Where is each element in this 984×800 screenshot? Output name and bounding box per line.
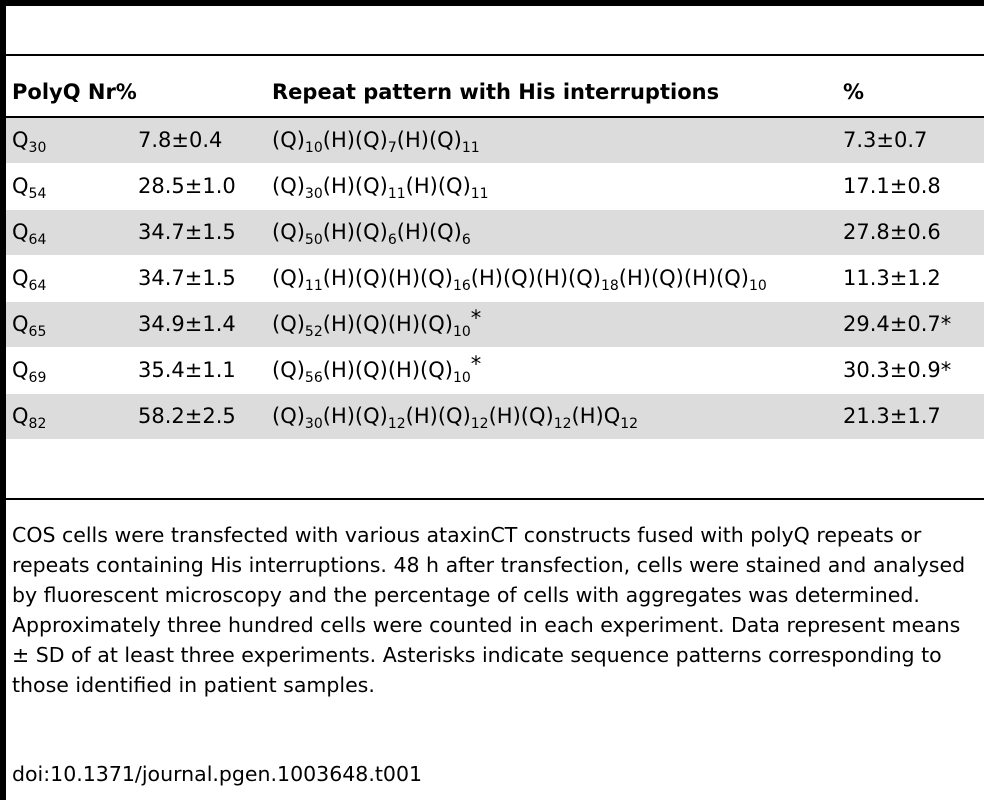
polyq-letter: Q [12,174,29,198]
pattern-subscript: 10 [452,370,471,386]
pattern-segment: (H)(Q) [405,174,471,198]
nr-percent-cell: 34.7±1.5 [138,220,236,244]
pattern-subscript: 11 [304,278,323,294]
pattern-subscript: 12 [620,416,639,432]
pattern-subscript: 10 [452,324,471,340]
pattern-segment: (H)(Q)(H)(Q) [618,266,749,290]
pattern-segment: (H)(Q)(H)(Q) [322,358,453,382]
pattern-segment: (H)(Q) [322,404,388,428]
polyq-cell [12,210,46,255]
pattern-segment: (H)(Q)(H)(Q) [470,266,601,290]
header-pattern: Repeat pattern with His interruptions [272,80,720,104]
doi-line: doi:10.1371/journal.pgen.1003648.t001 [12,762,423,786]
polyq-length: 82 [28,416,47,432]
pattern-segment: (H)(Q) [322,220,388,244]
percent-cell: 21.3±1.7 [843,404,941,428]
pattern-segment: (H)(Q) [396,220,462,244]
nr-percent-cell: 58.2±2.5 [138,404,236,428]
pattern-subscript: 50 [304,232,323,248]
header-top-rule [6,54,984,56]
repeat-pattern-cell [272,256,767,301]
table-row [6,256,984,301]
pattern-segment: * [470,352,482,376]
repeat-pattern-cell [272,348,481,393]
polyq-length: 69 [28,370,47,386]
table-footnote: COS cells were transfected with various ataxinCT constructs fused with polyQ repeats or repeats containing His interruptions. 48 h after transfection, cells were stained and analysed by fluorescent microscopy and the percentage of cells with aggregates was determined. Approximately three hundred cells were counted in each experiment. Data represent means ± SD of at least three experiments. Asterisks indicate sequence patterns corresponding to those identified in patient samples. [12,523,966,697]
repeat-pattern-cell [272,164,489,209]
pattern-segment: (H)(Q) [488,404,554,428]
pattern-segment: (Q) [272,220,305,244]
polyq-length: 30 [28,140,47,156]
pattern-subscript: 10 [304,140,323,156]
pattern-subscript: 30 [304,186,323,202]
pattern-segment: * [470,306,482,330]
pattern-segment: (H)(Q) [396,128,462,152]
percent-cell: 30.3±0.9* [843,358,952,382]
percent-cell: 17.1±0.8 [843,174,941,198]
polyq-cell [12,164,46,209]
pattern-subscript: 16 [452,278,471,294]
polyq-cell [12,348,46,393]
pattern-segment: (Q) [272,128,305,152]
pattern-subscript: 7 [387,140,397,156]
polyq-letter: Q [12,358,29,382]
table-row [6,348,984,393]
polyq-length: 64 [28,232,47,248]
percent-cell: 27.8±0.6 [843,220,941,244]
pattern-subscript: 11 [461,140,480,156]
pattern-segment: (H)(Q) [405,404,471,428]
polyq-cell [12,394,46,439]
nr-percent-cell: 28.5±1.0 [138,174,236,198]
repeat-pattern-cell [272,302,481,347]
repeat-pattern-cell [272,118,480,163]
pattern-subscript: 6 [461,232,471,248]
pattern-segment: (H)(Q) [322,128,388,152]
pattern-subscript: 12 [470,416,489,432]
pattern-segment: (Q) [272,174,305,198]
polyq-cell [12,256,46,301]
pattern-subscript: 10 [748,278,767,294]
percent-cell: 11.3±1.2 [843,266,941,290]
nr-percent-cell: 34.7±1.5 [138,266,236,290]
polyq-length: 54 [28,186,47,202]
table-row [6,394,984,439]
pattern-segment: (Q) [272,266,305,290]
top-rule [0,0,984,6]
repeat-pattern-cell [272,210,471,255]
table-row [6,164,984,209]
polyq-letter: Q [12,220,29,244]
pattern-subscript: 11 [387,186,406,202]
pattern-segment: (H)(Q) [322,174,388,198]
percent-cell: 29.4±0.7* [843,312,952,336]
pattern-subscript: 18 [600,278,619,294]
pattern-subscript: 12 [553,416,572,432]
header-percent: % [843,80,865,104]
repeat-pattern-cell [272,394,638,439]
pattern-segment: (Q) [272,404,305,428]
table-bottom-rule [6,498,984,500]
table-header [6,70,984,114]
polyq-letter: Q [12,404,29,428]
polyq-letter: Q [12,312,29,336]
polyq-cell [12,118,46,163]
pattern-subscript: 56 [304,370,323,386]
polyq-length: 65 [28,324,47,340]
header-polyq: PolyQ Nr% [12,80,137,104]
table-row [6,118,984,163]
pattern-subscript: 6 [387,232,397,248]
pattern-subscript: 30 [304,416,323,432]
percent-cell: 7.3±0.7 [843,128,928,152]
polyq-length: 64 [28,278,47,294]
pattern-subscript: 11 [470,186,489,202]
pattern-subscript: 12 [387,416,406,432]
table-row [6,302,984,347]
nr-percent-cell: 35.4±1.1 [138,358,236,382]
nr-percent-cell: 7.8±0.4 [138,128,223,152]
pattern-segment: (Q) [272,358,305,382]
pattern-segment: (H)(Q)(H)(Q) [322,266,453,290]
pattern-subscript: 52 [304,324,323,340]
pattern-segment: (H)Q [571,404,621,428]
polyq-letter: Q [12,266,29,290]
polyq-letter: Q [12,128,29,152]
nr-percent-cell: 34.9±1.4 [138,312,236,336]
polyq-cell [12,302,46,347]
pattern-segment: (Q) [272,312,305,336]
pattern-segment: (H)(Q)(H)(Q) [322,312,453,336]
table-row [6,210,984,255]
